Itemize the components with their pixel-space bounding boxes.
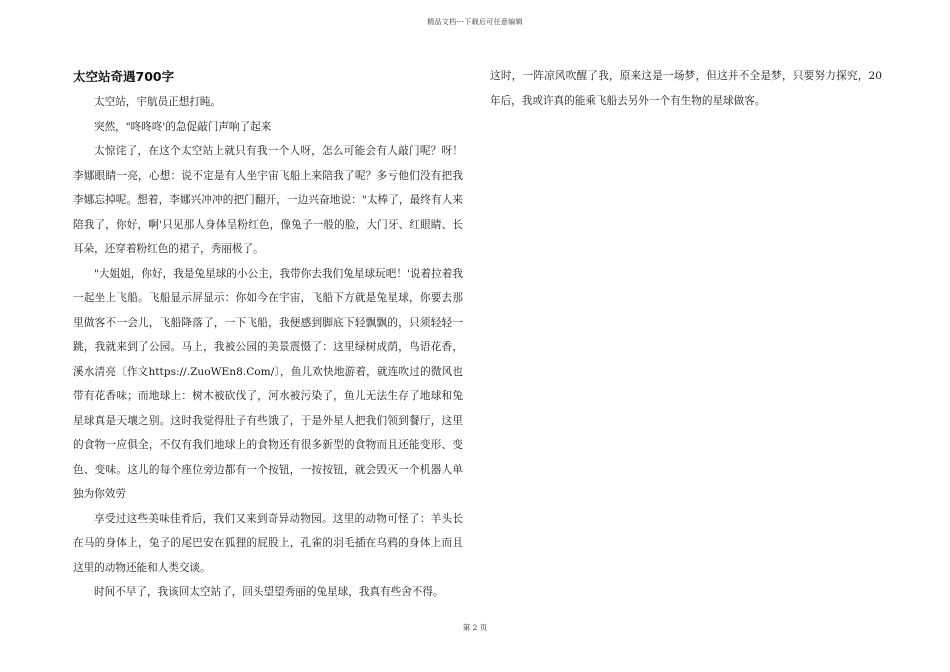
paragraph: 时间不早了，我该回太空站了，回头望望秀丽的兔星球，我真有些舍不得。 <box>94 586 444 598</box>
paragraph: 这时，一阵凉风吹醒了我，原来这是一场梦，但这并不全是梦，只要努力探究，20年后，我或许真的能乘飞船去另外一个有生物的星球做客。 <box>490 70 882 107</box>
paragraph: 突然，"咚咚咚'的急促敲门声响了起来 <box>94 120 272 133</box>
article-title: 太空站奇遇700字 <box>73 69 175 84</box>
left-column <box>73 64 463 605</box>
paragraph: 太空站，宇航员正想打盹。 <box>94 96 222 108</box>
page-header: 精品文档---下载后可任意编辑 <box>427 18 523 26</box>
paragraph: 太惊诧了，在这个太空站上就只有我一个人呀，怎么可能会有人敲门呢？呀！李娜眼睛一亮，心想：说不定是有人坐宇宙飞船上来陪我了呢？多亏他们没有把我李娜忘掉呢。想着，李娜兴冲冲的把门翻开，一边兴奋地说："太棒了，最终有人来陪我了，你好，啊'只见那人身体呈粉红色，像兔子一般的脸，大门牙、红眼睛、长耳朵，还穿着粉红色的裙子，秀丽极了。 <box>73 145 463 255</box>
page-number: 第 2 页 <box>462 623 488 632</box>
paragraph: "大姐姐，你好，我是兔星球的小公主，我带你去我们兔星球玩吧！'说着拉着我一起坐上飞船。飞船显示屏显示：你如今在宇宙，飞船下方就是兔星球，你要去那里做客不一会儿，飞船降落了，一下飞船，我便感到脚底下轻飘飘的，只须轻轻一跳，我就来到了公园。马上，我被公园的美景震慑了：这里绿树成荫，鸟语花香，溪水清亮〔作文https://.ZuoWEn8.Com/〕，鱼儿欢快地游着，就连吹过的微风也带有花香味；而地球上：树木被砍伐了，河水被污染了，鱼儿无法生存了地球和兔星球真是天壤之别。这时我觉得肚子有些饿了，于是外星人把我们领到餐厅，这里的食物一应俱全，不仅有我们地球上的食物还有很多新型的食物而且还能变形、变色、变味。这儿的每个座位旁边都有一个按钮，一按按钮，就会毁灭一个机器人单独为你效劳 <box>73 267 463 500</box>
paragraph: 享受过这些美味佳肴后，我们又来到奇异动物园。这里的动物可怪了：羊头长在马的身体上，兔子的尾巴安在狐狸的屁股上，孔雀的羽毛插在乌鸦的身体上而且这里的动物还能和人类交谈。 <box>73 512 463 574</box>
right-column <box>490 64 882 113</box>
